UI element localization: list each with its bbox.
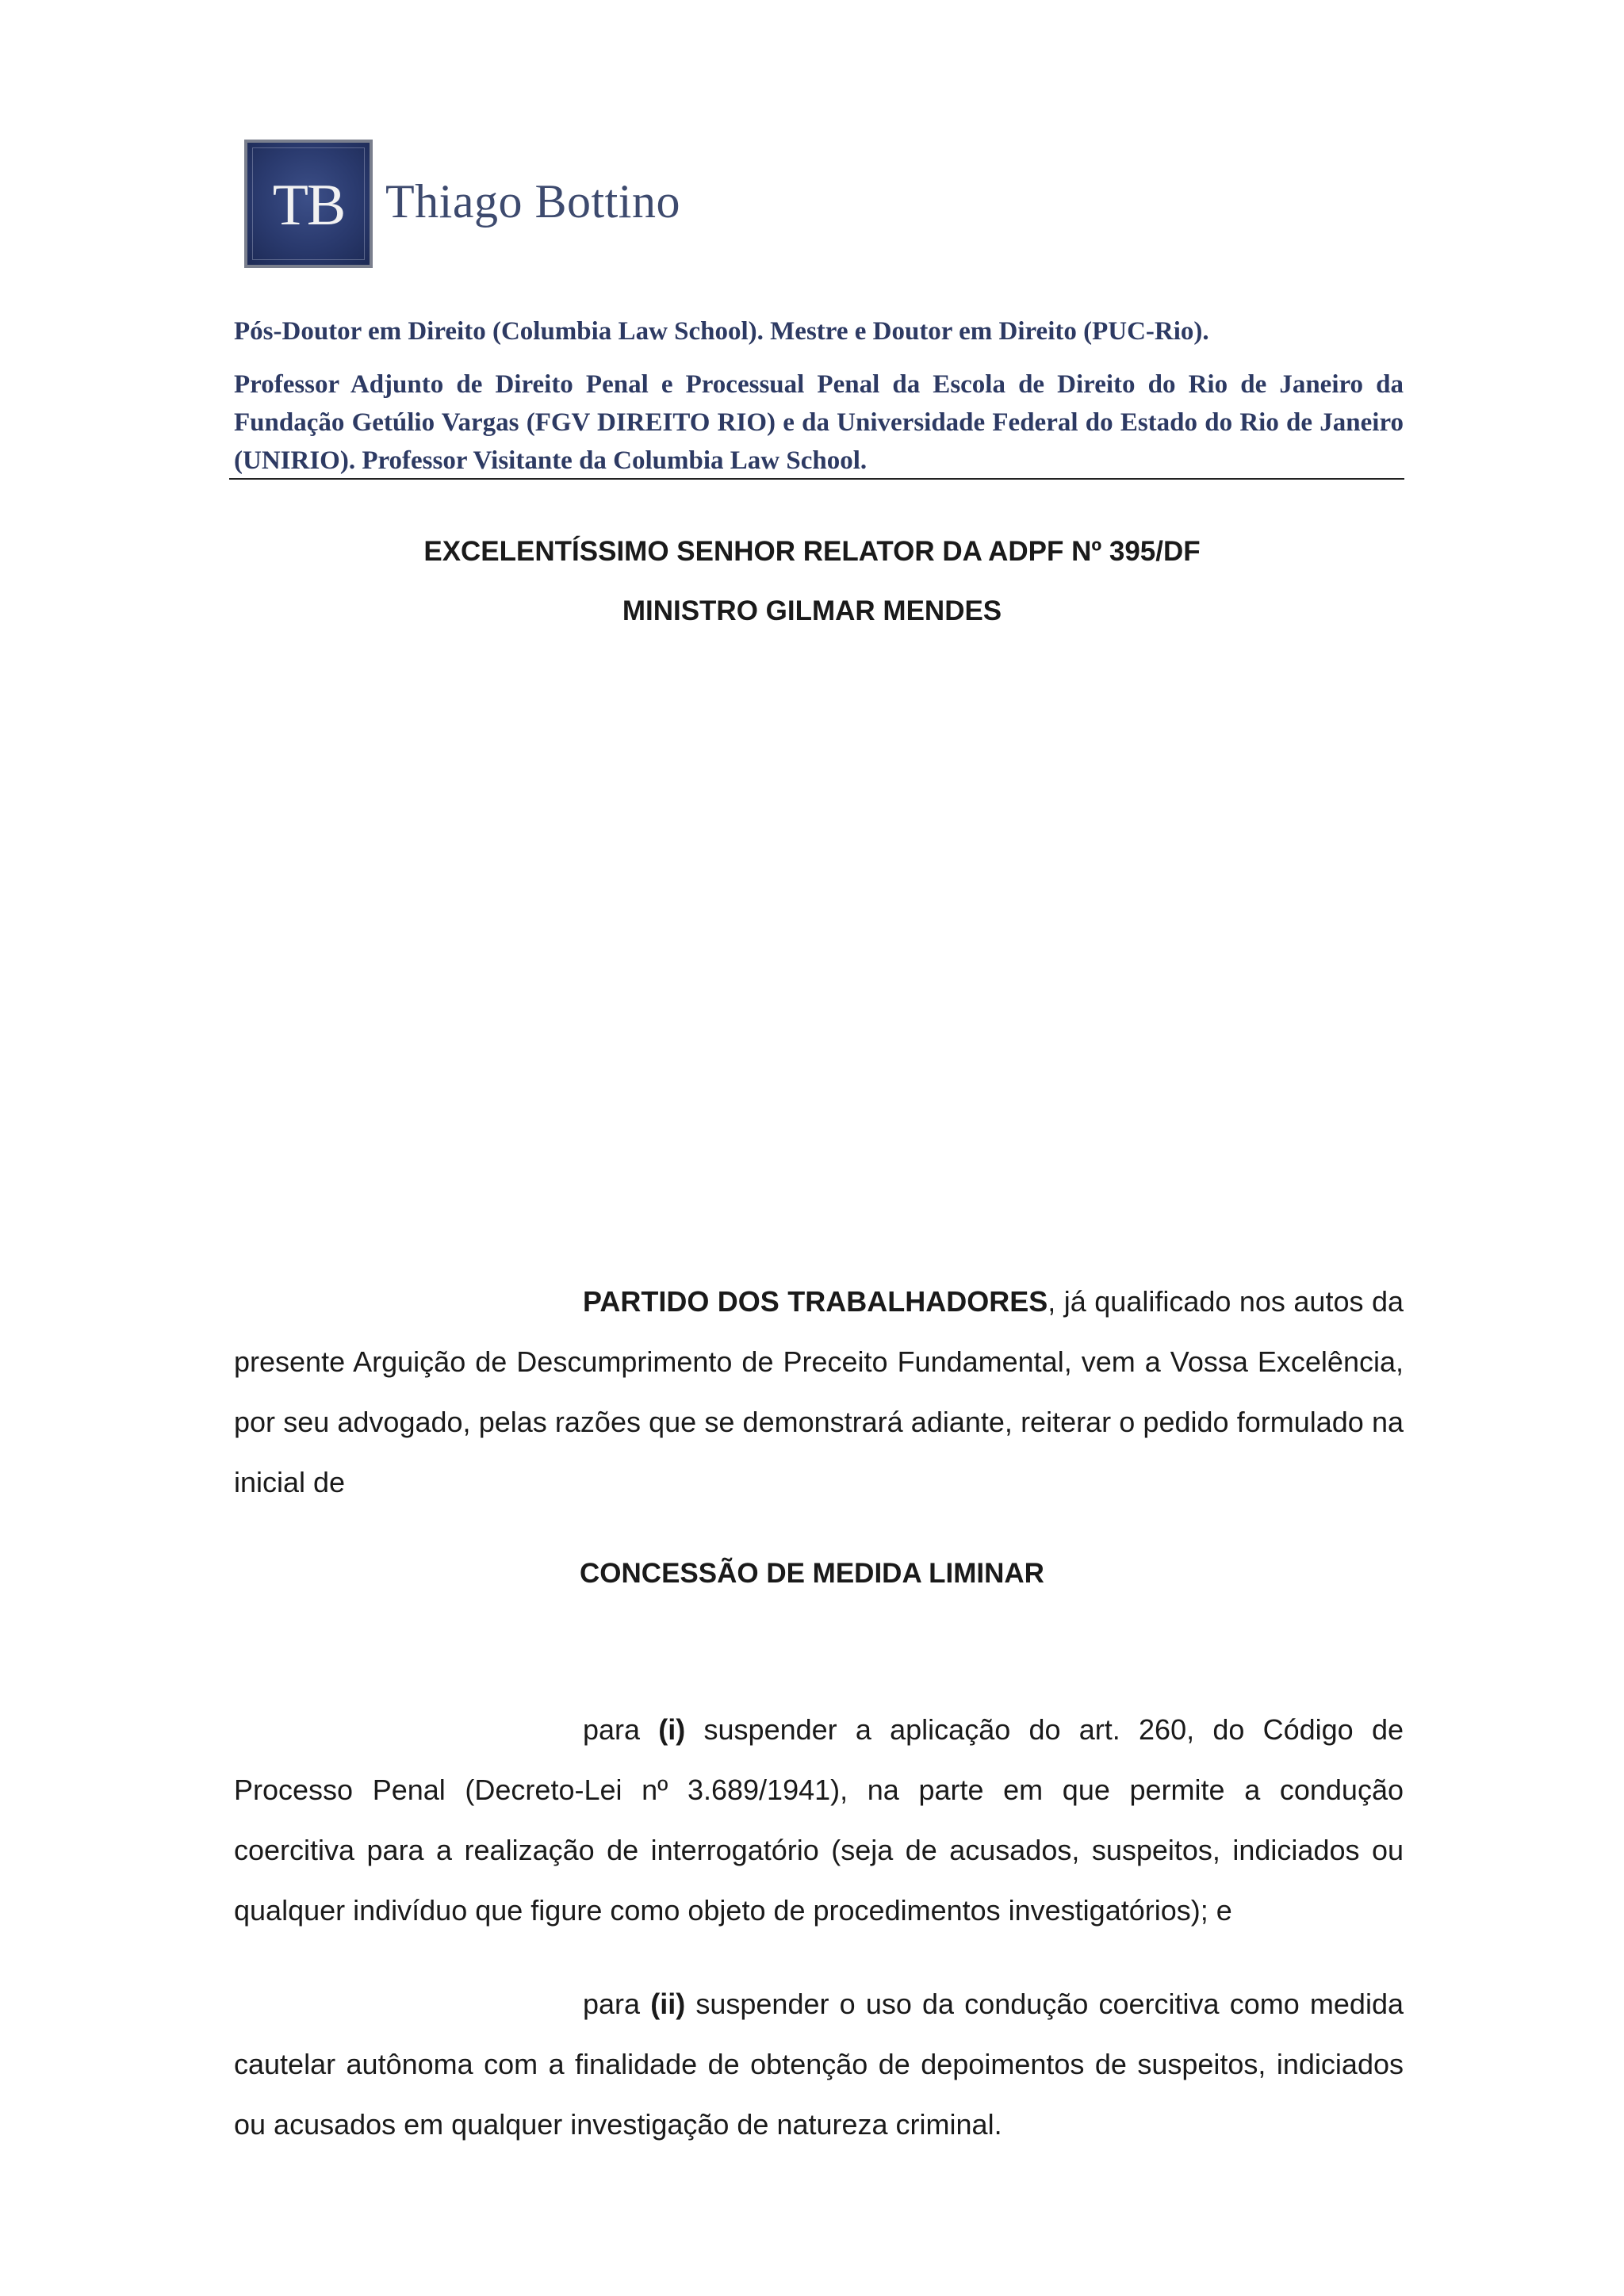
tb-logo [244, 140, 373, 268]
request-i-marker: (i) [658, 1713, 686, 1746]
request-i-text: suspender a aplicação do art. 260, do Código de Processo Penal (Decreto-Lei nº 3.689/1941), na parte em que permite a condução coercitiva para a realização de interrogatório (seja de acusados, suspeitos, indiciados ou qualquer indivíduo que figure como objeto de procedimentos investigatórios); e [234, 1713, 1404, 1927]
request-ii-text: suspender o uso da condução coercitiva como medida cautelar autônoma com a finalidade de obtenção de depoimentos de suspeitos, indiciados ou acusados em qualquer investigação de natureza criminal. [234, 1988, 1404, 2141]
credential-line-1: Pós-Doutor em Direito (Columbia Law School). Mestre e Doutor em Direito (PUC-Rio). [234, 317, 1209, 346]
party-name: PARTIDO DOS TRABALHADORES [583, 1285, 1048, 1318]
request-ii-prefix: para [583, 1988, 651, 2020]
addressee-line-2: MINISTRO GILMAR MENDES [622, 595, 1002, 626]
logo-name: Thiago Bottino [385, 175, 680, 228]
paragraph-petition [234, 1272, 1404, 1513]
paragraph-request-i [234, 1700, 1404, 1941]
paragraph-request-ii [234, 1974, 1404, 2155]
credential-line-2: Professor Adjunto de Direito Penal e Processual Penal da Escola de Direito do Rio de Janeiro da Fundação Getúlio Vargas (FGV DIREITO RIO) e da Universidade Federal do Estado do Rio de Janeiro (UNIRIO). Professor Visitante da Columbia Law School. [234, 370, 1404, 475]
section-heading: CONCESSÃO DE MEDIDA LIMINAR [580, 1558, 1044, 1589]
request-i-prefix: para [583, 1713, 659, 1746]
header-divider [229, 478, 1404, 480]
paragraph-petition-text: , já qualificado nos autos da presente Arguição de Descumprimento de Preceito Fundamental, vem a Vossa Excelência, por seu advogado, pelas razões que se demonstrará adiante, reiterar o pedido formulado na inicial de [234, 1285, 1404, 1498]
logo-initials: TB [272, 172, 345, 238]
addressee-line-1: EXCELENTÍSSIMO SENHOR RELATOR DA ADPF Nº 395/DF [423, 536, 1201, 567]
request-ii-marker: (ii) [650, 1988, 686, 2020]
